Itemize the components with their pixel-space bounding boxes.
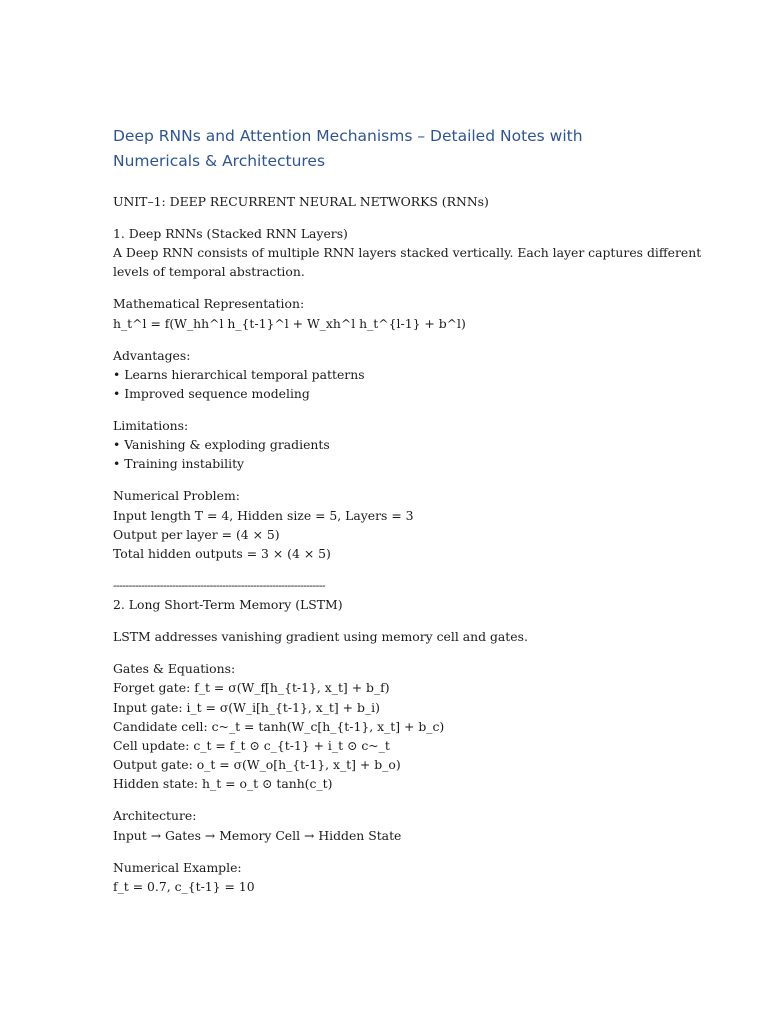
numerical-example-line: f_t = 0.7, c_{t-1} = 10 xyxy=(113,878,255,894)
gate-equation: Input gate: i_t = σ(W_i[h_{t-1}, x_t] + b_i) xyxy=(113,699,380,715)
numerical-problem-label: Numerical Problem: xyxy=(113,488,240,504)
advantages-label: Advantages: xyxy=(113,347,191,363)
advantages-block xyxy=(113,346,673,404)
numerical-example-block xyxy=(113,858,673,896)
separator-line: -------------------------------------------------------------------- xyxy=(113,579,325,593)
lstm-intro-block xyxy=(113,627,673,646)
unit-heading-block xyxy=(113,192,673,211)
math-label: Mathematical Representation: xyxy=(113,296,305,312)
gate-equation: Output gate: o_t = σ(W_o[h_{t-1}, x_t] + b_o) xyxy=(113,757,401,773)
deep-rnn-intro-line-2: levels of temporal abstraction. xyxy=(113,264,305,280)
section-heading-lstm: 2. Long Short-Term Memory (LSTM) xyxy=(113,597,343,613)
numerical-example-label: Numerical Example: xyxy=(113,859,242,875)
architecture-flow: Input → Gates → Memory Cell → Hidden State xyxy=(113,827,402,843)
numerical-problem-line: Output per layer = (4 × 5) xyxy=(113,526,280,542)
gate-equation: Hidden state: h_t = o_t ⊙ tanh(c_t) xyxy=(113,776,333,792)
gate-equation: Forget gate: f_t = σ(W_f[h_{t-1}, x_t] + b_f) xyxy=(113,680,390,696)
architecture-label: Architecture: xyxy=(113,808,197,824)
gates-equations-block xyxy=(113,659,673,793)
section-heading-deep-rnn: 1. Deep RNNs (Stacked RNN Layers) xyxy=(113,226,348,241)
document-page xyxy=(113,124,702,909)
gate-equation: Cell update: c_t = f_t ⊙ c_{t-1} + i_t ⊙ c~_t xyxy=(113,738,390,754)
limitations-block xyxy=(113,416,673,474)
unit-heading: UNIT–1: DEEP RECURRENT NEURAL NETWORKS (RNNs) xyxy=(113,194,489,209)
document-title: Deep RNNs and Attention Mechanisms – Detailed Notes with Numericals & Architectures xyxy=(113,127,583,170)
limitation-item: • Vanishing & exploding gradients xyxy=(113,437,330,453)
limitations-label: Limitations: xyxy=(113,418,189,434)
advantage-item: • Improved sequence modeling xyxy=(113,386,310,402)
advantage-item: • Learns hierarchical temporal patterns xyxy=(113,366,365,382)
numerical-problem-line: Total hidden outputs = 3 × (4 × 5) xyxy=(113,546,331,562)
math-formula: h_t^l = f(W_hh^l h_{t-1}^l + W_xh^l h_t^{l-1} + b^l) xyxy=(113,315,466,331)
lstm-heading-block xyxy=(113,576,673,614)
numerical-problem-line: Input length T = 4, Hidden size = 5, Layers = 3 xyxy=(113,507,414,523)
lstm-intro: LSTM addresses vanishing gradient using memory cell and gates. xyxy=(113,629,528,645)
limitation-item: • Training instability xyxy=(113,456,245,472)
deep-rnn-intro-block xyxy=(113,224,702,282)
numerical-problem-block xyxy=(113,486,673,563)
deep-rnn-intro-line-1: A Deep RNN consists of multiple RNN layers stacked vertically. Each layer captures different xyxy=(113,245,702,261)
gates-label: Gates & Equations: xyxy=(113,661,236,677)
gate-equation: Candidate cell: c~_t = tanh(W_c[h_{t-1}, x_t] + b_c) xyxy=(113,718,445,734)
architecture-block xyxy=(113,806,673,844)
math-representation-block xyxy=(113,294,673,332)
